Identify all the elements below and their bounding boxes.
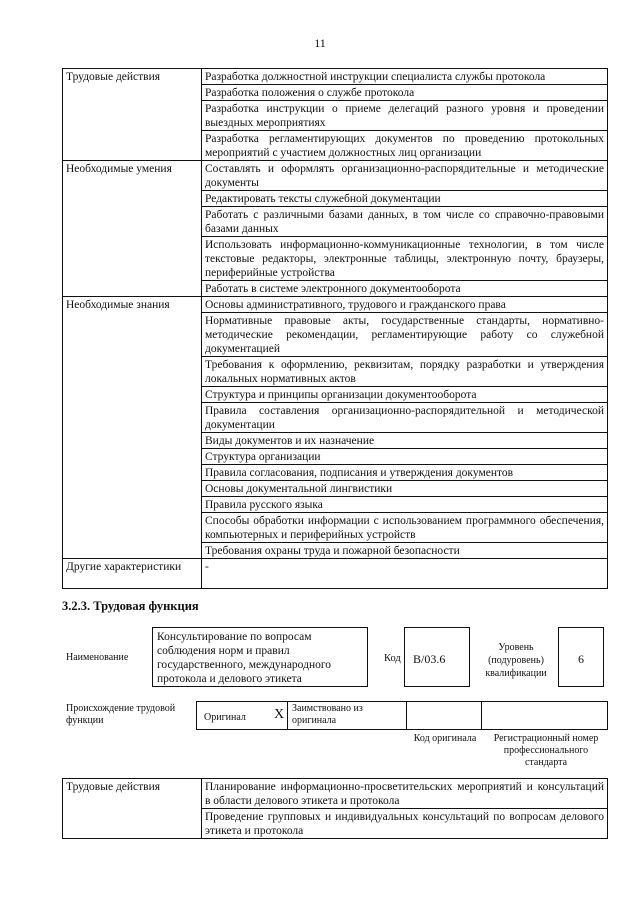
- table-cell: Способы обработки информации с использованием программного обеспечения, компьютерных и периферийных устройств: [202, 513, 608, 543]
- table-cell: Правила согласования, подписания и утверждения документов: [202, 465, 608, 481]
- category-labor-actions: Трудовые действия: [63, 69, 202, 161]
- origin-divider: [287, 701, 288, 730]
- requirements-table: [62, 68, 608, 589]
- origin-code-caption: Код оригинала: [413, 733, 477, 744]
- table-row: [63, 161, 608, 191]
- level-label: Уровень (подуровень) квалификации: [485, 642, 547, 679]
- table-cell: Разработка должностной инструкции специалиста службы протокола: [202, 69, 608, 85]
- origin-label: Происхождение трудовой функции: [66, 703, 176, 726]
- table-cell: Основы документальной лингвистики: [202, 481, 608, 497]
- table-cell: Планирование информационно-просветительских мероприятий и консультаций в области делового этикета и протокола: [202, 779, 608, 809]
- category-labor-actions-bottom: Трудовые действия: [63, 779, 202, 839]
- table-cell: Основы административного, трудового и гражданского права: [202, 297, 608, 313]
- table-cell: Проведение групповых и индивидуальных консультаций по вопросам делового этикета и протокола: [202, 809, 608, 839]
- level-box: [558, 627, 604, 687]
- name-label: Наименование: [66, 652, 129, 663]
- table-cell: Разработка регламентирующих документов по проведению протокольных мероприятий с участием должностных лиц организации: [202, 131, 608, 161]
- table-cell: Составлять и оформлять организационно-распорядительные и методические документы: [202, 161, 608, 191]
- level-value: 6: [578, 652, 584, 666]
- table-cell: Нормативные правовые акты, государственные стандарты, нормативно-методические рекомендации, регламентирующие работу со служебной документацией: [202, 313, 608, 357]
- code-box: [404, 627, 470, 687]
- section-title: 3.2.3. Трудовая функция: [62, 599, 199, 613]
- function-name-value: Консультирование по вопросам соблюдения норм и правил государственного, международного протокола и делового этикета: [157, 631, 332, 685]
- table-cell: Правила русского языка: [202, 497, 608, 513]
- table-cell: Использовать информационно-коммуникационные технологии, в том числе текстовые редакторы, электронные таблицы, электронную почту, браузеры, периферийные устройства: [202, 237, 608, 281]
- table-cell: -: [202, 559, 608, 589]
- code-value: В/03.6: [413, 652, 446, 666]
- category-required-skills: Необходимые умения: [63, 161, 202, 297]
- table-cell: Виды документов и их назначение: [202, 433, 608, 449]
- table-cell: Правила составления организационно-распорядительной и методической документации: [202, 403, 608, 433]
- table-row: [63, 69, 608, 85]
- table-cell: Требования охраны труда и пожарной безопасности: [202, 543, 608, 559]
- original-label: Оригинал: [204, 712, 246, 723]
- table-cell: Редактировать тексты служебной документации: [202, 191, 608, 207]
- table-cell: Работать с различными базами данных, в том числе со справочно-правовыми базами данных: [202, 207, 608, 237]
- table-cell: Разработка инструкции о приеме делегаций разного уровня и проведении выездных мероприятиях: [202, 101, 608, 131]
- borrowed-label: Заимствовано из оригинала: [292, 703, 363, 726]
- registration-caption: Регистрационный номер профессионального стандарта: [493, 733, 599, 768]
- origin-code-box: [406, 701, 482, 730]
- table-row: [63, 559, 608, 589]
- table-cell: Структура и принципы организации документооборота: [202, 387, 608, 403]
- category-other-characteristics: Другие характеристики: [63, 559, 202, 589]
- table-row: [63, 297, 608, 313]
- table-cell: Требования к оформлению, реквизитам, порядку разработки и утверждения локальных нормативных актов: [202, 357, 608, 387]
- original-mark: X: [274, 707, 285, 722]
- table-row: [63, 779, 608, 809]
- labor-actions-table: [62, 778, 608, 839]
- function-name-box: [152, 627, 368, 687]
- table-cell: Разработка положения о службе протокола: [202, 85, 608, 101]
- table-cell: Работать в системе электронного документооборота: [202, 281, 608, 297]
- table-cell: Структура организации: [202, 449, 608, 465]
- code-label: Код: [384, 653, 401, 664]
- category-required-knowledge: Необходимые знания: [63, 297, 202, 559]
- page-number: 11: [314, 36, 326, 50]
- registration-number-box: [481, 701, 608, 730]
